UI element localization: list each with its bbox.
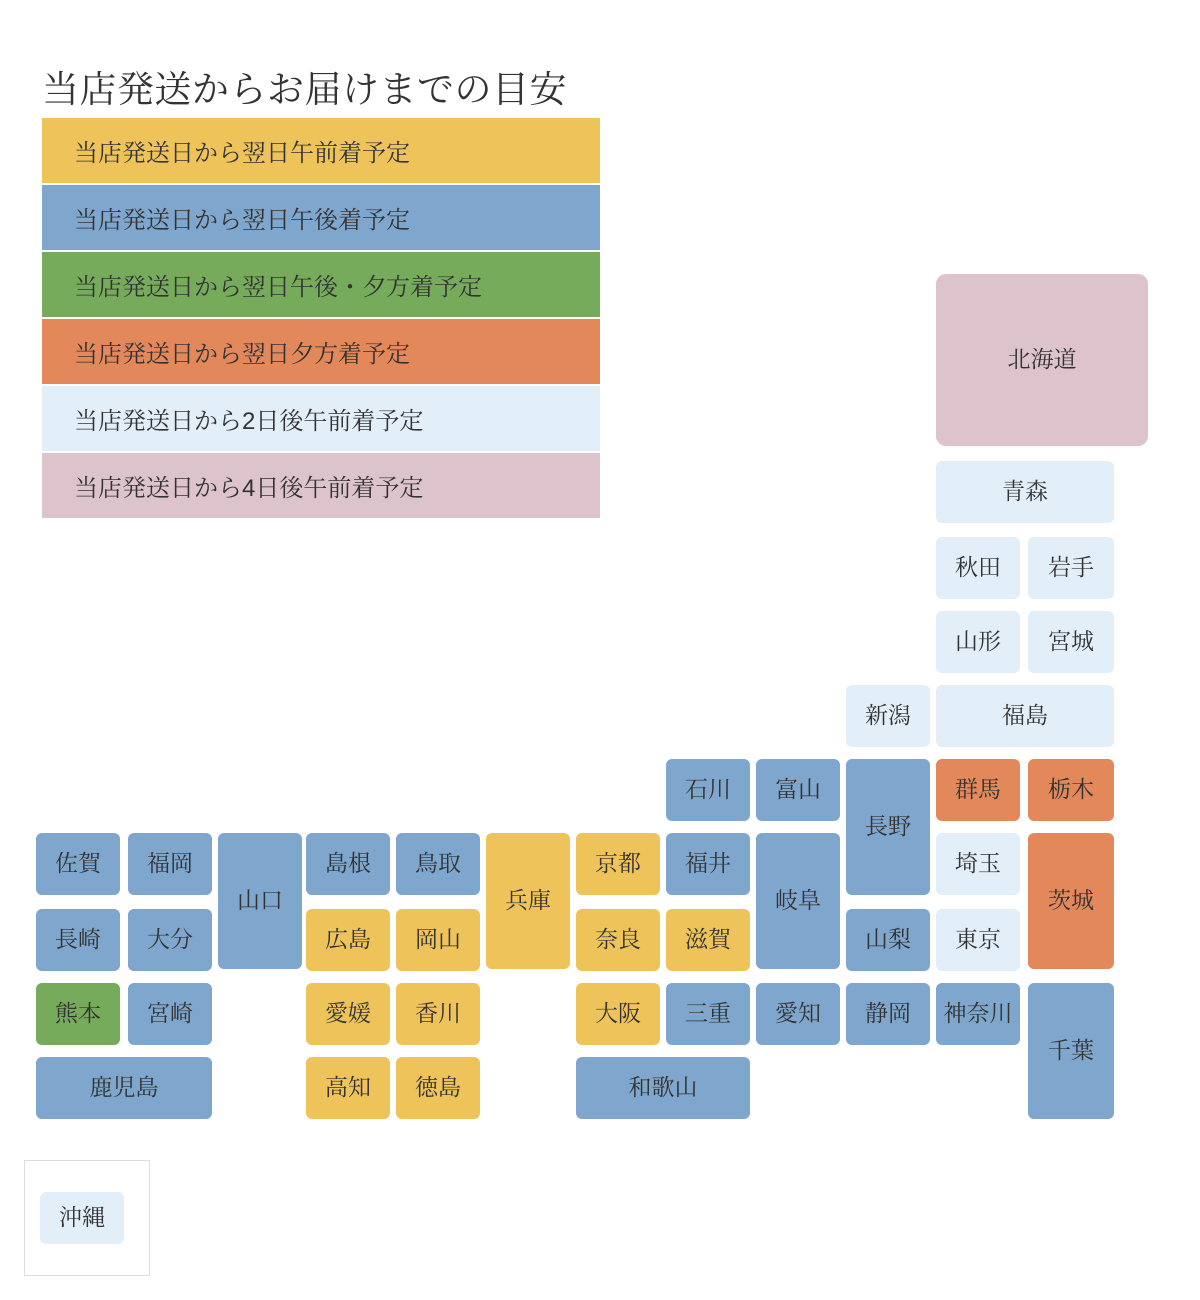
prefecture-cell[interactable]: 宮崎 [128, 983, 212, 1045]
prefecture-cell[interactable]: 埼玉 [936, 833, 1020, 895]
prefecture-cell[interactable]: 静岡 [846, 983, 930, 1045]
prefecture-cell[interactable]: 東京 [936, 909, 1020, 971]
prefecture-cell[interactable]: 山口 [218, 833, 302, 969]
prefecture-cell[interactable]: 岡山 [396, 909, 480, 971]
prefecture-cell[interactable]: 山形 [936, 611, 1020, 673]
prefecture-cell[interactable]: 鳥取 [396, 833, 480, 895]
prefecture-cell[interactable]: 石川 [666, 759, 750, 821]
prefecture-cell[interactable]: 群馬 [936, 759, 1020, 821]
prefecture-cell[interactable]: 大阪 [576, 983, 660, 1045]
prefecture-cell[interactable]: 大分 [128, 909, 212, 971]
legend-label: 当店発送日から翌日夕方着予定 [74, 341, 410, 368]
prefecture-cell[interactable]: 香川 [396, 983, 480, 1045]
prefecture-cell[interactable]: 鹿児島 [36, 1057, 212, 1119]
legend-label: 当店発送日から翌日午前着予定 [74, 140, 410, 167]
prefecture-cell[interactable]: 秋田 [936, 537, 1020, 599]
prefecture-cell-okinawa[interactable]: 沖縄 [40, 1192, 124, 1244]
prefecture-cell[interactable]: 広島 [306, 909, 390, 971]
prefecture-cell[interactable]: 栃木 [1028, 759, 1114, 821]
prefecture-cell[interactable]: 愛媛 [306, 983, 390, 1045]
prefecture-cell[interactable]: 熊本 [36, 983, 120, 1045]
prefecture-cell[interactable]: 岩手 [1028, 537, 1114, 599]
prefecture-cell[interactable]: 佐賀 [36, 833, 120, 895]
prefecture-cell[interactable]: 三重 [666, 983, 750, 1045]
prefecture-cell[interactable]: 京都 [576, 833, 660, 895]
prefecture-cell[interactable]: 北海道 [936, 274, 1148, 446]
prefecture-cell[interactable]: 福井 [666, 833, 750, 895]
prefecture-cell[interactable]: 富山 [756, 759, 840, 821]
prefecture-cell[interactable]: 滋賀 [666, 909, 750, 971]
prefecture-cell[interactable]: 長野 [846, 759, 930, 895]
legend-label: 当店発送日から翌日午後・夕方着予定 [74, 274, 482, 301]
prefecture-cell[interactable]: 島根 [306, 833, 390, 895]
prefecture-cell[interactable]: 茨城 [1028, 833, 1114, 969]
prefecture-cell[interactable]: 奈良 [576, 909, 660, 971]
legend-label: 当店発送日から2日後午前着予定 [74, 408, 424, 435]
legend-label: 当店発送日から4日後午前着予定 [74, 475, 424, 502]
prefecture-cell[interactable]: 宮城 [1028, 611, 1114, 673]
legend-label: 当店発送日から翌日午後着予定 [74, 207, 410, 234]
prefecture-cell[interactable]: 長崎 [36, 909, 120, 971]
page-title: 当店発送からお届けまでの目安 [42, 68, 567, 110]
prefecture-cell[interactable]: 岐阜 [756, 833, 840, 969]
prefecture-cell[interactable]: 新潟 [846, 685, 930, 747]
prefecture-cell[interactable]: 福岡 [128, 833, 212, 895]
prefecture-cell[interactable]: 千葉 [1028, 983, 1114, 1119]
prefecture-cell[interactable]: 愛知 [756, 983, 840, 1045]
prefecture-cell[interactable]: 山梨 [846, 909, 930, 971]
prefecture-cell[interactable]: 和歌山 [576, 1057, 750, 1119]
prefecture-cell[interactable]: 青森 [936, 461, 1114, 523]
prefecture-cell[interactable]: 兵庫 [486, 833, 570, 969]
prefecture-cell[interactable]: 神奈川 [936, 983, 1020, 1045]
prefecture-cell[interactable]: 徳島 [396, 1057, 480, 1119]
prefecture-cell[interactable]: 高知 [306, 1057, 390, 1119]
prefecture-cell[interactable]: 福島 [936, 685, 1114, 747]
